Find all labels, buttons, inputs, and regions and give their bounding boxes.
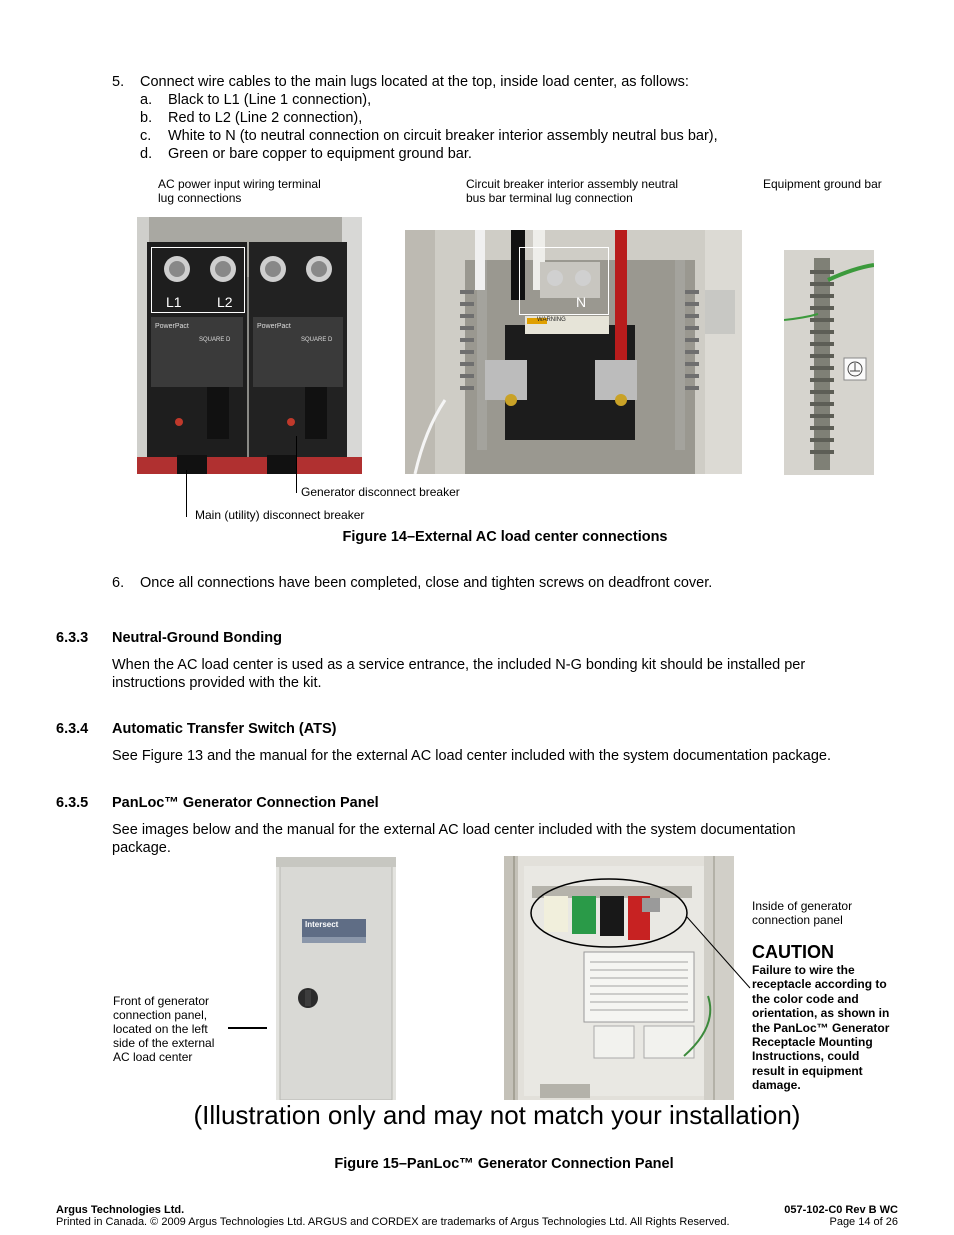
caution-line: the color code and xyxy=(752,991,859,1006)
breaker-maker: SQUARE D xyxy=(199,337,231,343)
section-body: See Figure 13 and the manual for the external AC load center included with the system documentation package. xyxy=(112,748,831,764)
figure-15-caption: Figure 15–PanLoc™ Generator Connection Panel xyxy=(334,1156,674,1172)
section-number: 6.3.3 xyxy=(56,630,89,646)
panel-brand: Intersect xyxy=(305,920,339,929)
step-6-text: Once all connections have been completed, close and tighten screws on deadfront cover. xyxy=(140,575,713,591)
label-ac-input: AC power input wiring terminal xyxy=(158,177,321,191)
list-letter: a. xyxy=(140,92,153,108)
receptacle-ellipse xyxy=(531,879,687,947)
front-panel-label: located on the left xyxy=(113,1022,208,1036)
caution-text xyxy=(752,963,889,1093)
figure-14-caption: Figure 14–External AC load center connections xyxy=(342,529,668,545)
breaker-brand: PowerPact xyxy=(257,323,291,330)
front-panel-pointer-line xyxy=(228,1027,267,1029)
generator-breaker-label: Generator disconnect breaker xyxy=(301,485,460,499)
inside-panel-label: Inside of generator xyxy=(752,899,853,913)
footer-company: Argus Technologies Ltd. xyxy=(56,1204,185,1216)
section-number: 6.3.5 xyxy=(56,795,89,811)
front-panel-label: AC load center xyxy=(113,1050,193,1064)
step-text: Connect wire cables to the main lugs located at the top, inside load center, as follows: xyxy=(140,74,689,90)
caution-pointer-line xyxy=(687,917,750,988)
label-neutral-bus: Circuit breaker interior assembly neutral xyxy=(466,177,679,191)
front-panel-label: Front of generator xyxy=(113,994,210,1008)
caution-line: Failure to wire the xyxy=(752,963,855,977)
illustration-disclaimer: (Illustration only and may not match your installation) xyxy=(193,1100,801,1130)
footer-legal: Printed in Canada. © 2009 Argus Technologies Ltd. ARGUS and CORDEX are trademarks of Argus Technologies Ltd. All Rights Reserved. xyxy=(56,1216,730,1228)
list-item: Black to L1 (Line 1 connection), xyxy=(168,92,372,108)
section-title: Neutral-Ground Bonding xyxy=(112,630,282,646)
n-label: N xyxy=(576,294,587,310)
caution-line: result in equipment xyxy=(752,1063,863,1078)
section-body: package. xyxy=(112,840,171,856)
caution-line: damage. xyxy=(752,1078,801,1093)
section-title: Automatic Transfer Switch (ATS) xyxy=(112,721,337,737)
label-neutral-bus-2: bus bar terminal lug connection xyxy=(466,191,633,205)
step-number: 6. xyxy=(112,575,125,591)
list-item: Red to L2 (Line 2 connection), xyxy=(168,110,363,126)
footer-doc-id: 057-102-C0 Rev B WC xyxy=(784,1204,898,1216)
warning-label: WARNING xyxy=(537,317,566,323)
caution-line: Receptacle Mounting xyxy=(752,1035,873,1050)
section-body: See images below and the manual for the external AC load center included with the system documentation xyxy=(112,822,796,838)
caution-line: the PanLoc™ Generator xyxy=(752,1020,890,1035)
list-item: Green or bare copper to equipment ground bar. xyxy=(168,146,472,162)
breaker-brand: PowerPact xyxy=(155,323,189,330)
section-number: 6.3.4 xyxy=(56,721,89,737)
main-breaker-label: Main (utility) disconnect breaker xyxy=(195,508,365,522)
caution-line: orientation, as shown in xyxy=(752,1006,890,1021)
caution-line: receptacle according to xyxy=(752,977,887,992)
label-ground-bar: Equipment ground bar xyxy=(763,177,882,191)
list-letter: d. xyxy=(140,146,153,162)
section-title: PanLoc™ Generator Connection Panel xyxy=(112,795,379,811)
l1-label: L1 xyxy=(166,294,182,310)
inside-panel-label: connection panel xyxy=(752,913,843,927)
label-ac-input-2: lug connections xyxy=(158,191,242,205)
caution-line: Instructions, could xyxy=(752,1049,860,1064)
front-panel-label: side of the external xyxy=(113,1036,215,1050)
list-item: White to N (to neutral connection on circuit breaker interior assembly neutral bus bar), xyxy=(168,128,718,144)
step-number: 5. xyxy=(112,74,125,90)
l2-label: L2 xyxy=(217,294,233,310)
list-letter: c. xyxy=(140,128,152,144)
caution-title: CAUTION xyxy=(752,942,834,962)
section-body: When the AC load center is used as a service entrance, the included N-G bonding kit should be installed per xyxy=(112,657,806,673)
front-panel-label: connection panel, xyxy=(113,1008,208,1022)
list-letter: b. xyxy=(140,110,153,126)
breaker-maker: SQUARE D xyxy=(301,337,333,343)
section-body: instructions provided with the kit. xyxy=(112,675,322,691)
footer-page-number: Page 14 of 26 xyxy=(829,1216,898,1228)
